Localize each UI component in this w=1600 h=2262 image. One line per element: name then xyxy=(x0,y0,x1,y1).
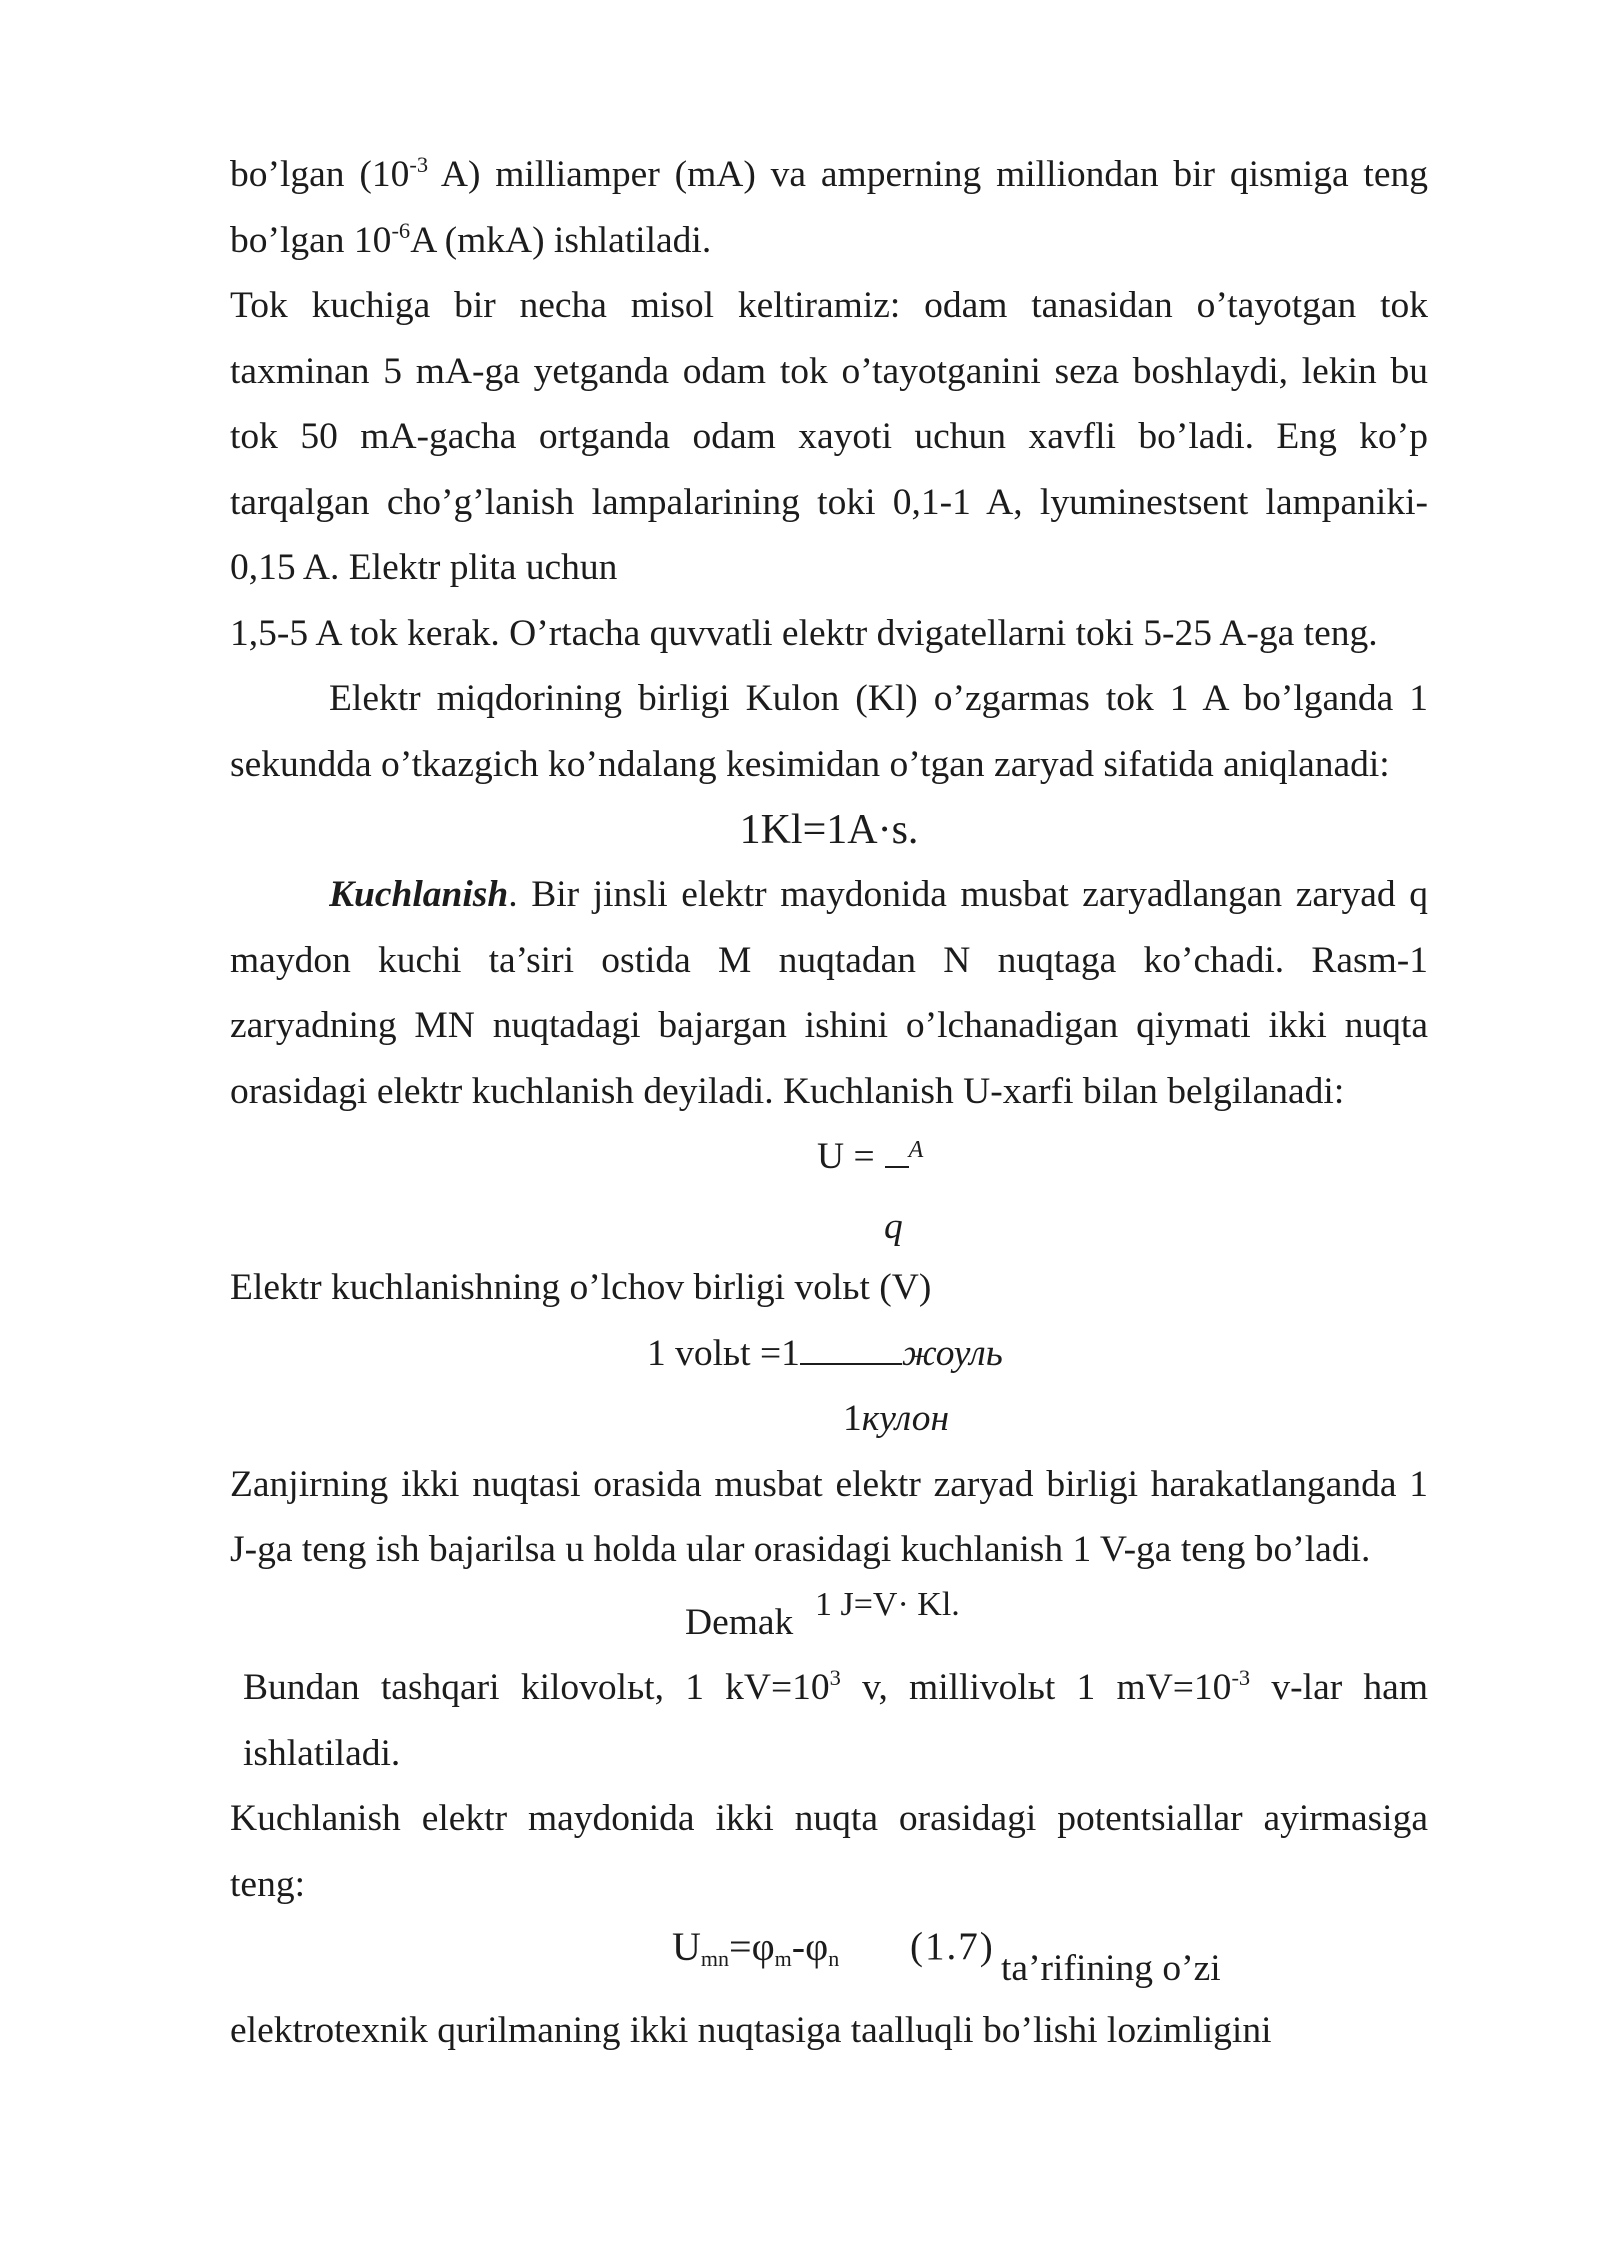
text-line: orasidagi elektr kuchlanish deyiladi. Kuchlanish U-xarfi bilan belgilanadi: xyxy=(230,1071,1345,1112)
text-line xyxy=(243,1655,1428,1721)
denominator-unit: кулон xyxy=(861,1398,950,1439)
text-line: 1,5-5 A tok kerak. O’rtacha quvvatli elektr dvigatellarni toki 5-25 A-ga teng. xyxy=(230,613,1378,654)
text-line xyxy=(329,862,1428,928)
formula-voltage xyxy=(817,1124,923,1190)
term-kuchlanish: Kuchlanish xyxy=(329,874,509,915)
text-line: teng: xyxy=(230,1864,305,1905)
formula-symbol: =φ xyxy=(729,1924,775,1969)
formula-symbol: -φ xyxy=(791,1924,829,1969)
fraction-numerator: A xyxy=(908,1137,924,1163)
text-line: 0,15 A. Elektr plita uchun xyxy=(230,547,618,588)
fraction-bar xyxy=(885,1165,909,1168)
formula-lhs: U = xyxy=(817,1136,875,1177)
text-segment: ta’rifining o’zi xyxy=(1001,1948,1221,1989)
exponent: 3 xyxy=(829,1665,841,1691)
text-segment: bo’lgan (10 xyxy=(230,154,410,195)
text-line: Elektr miqdorining birligi Kulon (Kl) o’zgarmas tok 1 A bo’lganda 1 xyxy=(329,678,1428,719)
subscript: m xyxy=(774,1946,792,1972)
text-line: zaryadning MN nuqtadagi bajargan ishini o’lchanadigan qiymati ikki nuqta xyxy=(230,1005,1428,1046)
fraction-denominator: q xyxy=(884,1206,903,1247)
fraction-denominator xyxy=(843,1386,949,1452)
denominator-number: 1 xyxy=(843,1398,862,1439)
text-line: sekundda o’tkazgich ko’ndalang kesimidan o’tgan zaryad sifatida aniqlanadi: xyxy=(230,744,1390,785)
text-line: ishlatiladi. xyxy=(243,1733,401,1774)
text-segment: . Bir jinsli elektr maydonida musbat zaryadlangan zaryad q xyxy=(508,874,1428,915)
fraction-bar xyxy=(800,1362,902,1365)
text-line: tok 50 mA-gacha ortganda odam xayoti uchun xavfli bo’ladi. Eng ko’p xyxy=(230,416,1428,457)
text-line: tarqalgan cho’g’lanish lampalarining toki 0,1-1 A, lyuminestsent lampaniki- xyxy=(230,482,1428,523)
formula-potential xyxy=(672,1914,839,1980)
formula-volt-unit xyxy=(647,1321,1003,1387)
exponent: -6 xyxy=(391,218,411,244)
equation-number: (1.7) xyxy=(910,1925,995,1968)
exponent: -3 xyxy=(1231,1665,1251,1691)
text-line: Kuchlanish elektr maydonida ikki nuqta orasidagi potentsiallar ayirmasiga xyxy=(230,1798,1428,1839)
text-segment: v-lar ham xyxy=(1250,1667,1428,1708)
text-segment: A (mkA) ishlatiladi. xyxy=(410,220,712,261)
formula-coulomb: 1Kl=1A·s. xyxy=(739,807,919,853)
text-segment: bo’lgan 10 xyxy=(230,220,392,261)
text-segment: A) milliamper (mA) va amperning milliondan bir qismiga teng xyxy=(428,154,1428,195)
text-line xyxy=(230,208,1428,274)
text-line: Zanjirning ikki nuqtasi orasida musbat elektr zaryad birligi harakatlanganda 1 xyxy=(230,1464,1428,1505)
fraction-numerator: жоуль xyxy=(901,1333,1003,1374)
text-line: J-ga teng ish bajarilsa u holda ular orasidagi kuchlanish 1 V-ga teng bo’ladi. xyxy=(230,1529,1371,1570)
subscript: n xyxy=(828,1946,840,1972)
text-line xyxy=(230,142,1428,208)
formula-lhs: 1 volьt =1 xyxy=(647,1333,800,1374)
text-line: maydon kuchi ta’siri ostida M nuqtadan N nuqtaga ko’chadi. Rasm-1 xyxy=(230,940,1428,981)
text-segment: Bundan tashqari kilovolьt, 1 kV=10 xyxy=(243,1667,830,1708)
text-segment: v, millivolьt 1 mV=10 xyxy=(840,1667,1232,1708)
text-line: taxminan 5 mA-ga yetganda odam tok o’tayotganini seza boshlaydi, lekin bu xyxy=(230,351,1428,392)
formula-symbol: U xyxy=(672,1924,701,1969)
demak-word: Demak xyxy=(685,1602,794,1643)
text-line: Elektr kuchlanishning o’lchov birligi volьt (V) xyxy=(230,1267,932,1308)
subscript: mn xyxy=(700,1946,730,1972)
exponent: -3 xyxy=(409,152,429,178)
text-line: elektrotexnik qurilmaning ikki nuqtasiga taalluqli bo’lishi lozimligini xyxy=(230,2010,1272,2051)
text-line: Tok kuchiga bir necha misol keltiramiz: odam tanasidan o’tayotgan tok xyxy=(230,285,1428,326)
formula-joule: 1 J=V· Kl. xyxy=(815,1586,960,1623)
